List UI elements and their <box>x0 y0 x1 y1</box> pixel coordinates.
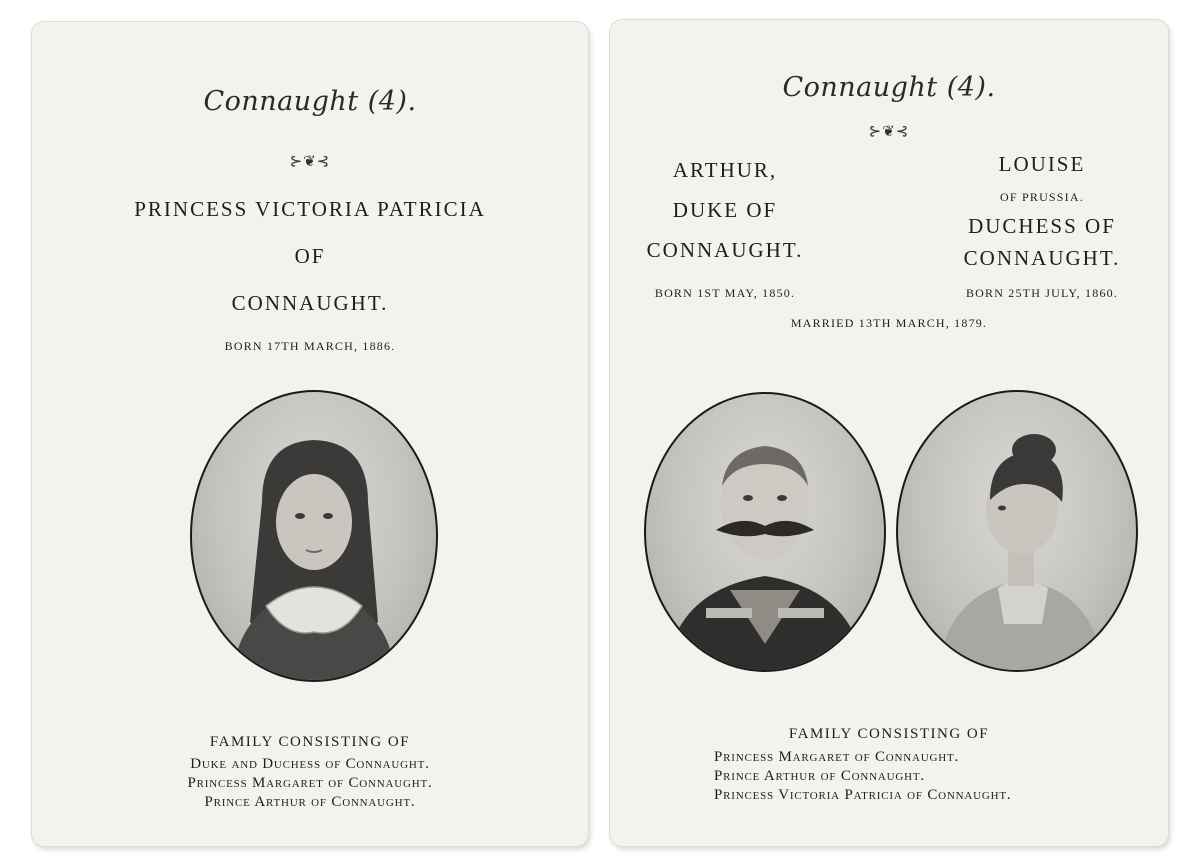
family-member-1: Duke and Duchess of Connaught. <box>190 756 430 772</box>
portrait-figure-icon <box>898 392 1136 670</box>
portrait-princess-victoria-patricia <box>190 390 438 682</box>
duke-born-date: BORN 1ST MAY, 1850. <box>654 286 796 300</box>
card-princess-victoria-patricia <box>32 22 588 846</box>
ornament-divider: ⊱❦⊰ <box>868 122 910 140</box>
born-date: BORN 17TH MARCH, 1886. <box>224 339 396 353</box>
duchess-name-line-2: OF PRUSSIA. <box>1000 190 1084 204</box>
portrait-figure-icon <box>646 394 884 670</box>
name-line-3: CONNAUGHT. <box>231 291 389 315</box>
duke-name-line-1: ARTHUR, <box>672 158 778 182</box>
duke-name-line-3: CONNAUGHT. <box>646 238 804 262</box>
name-line-2: OF <box>294 244 326 268</box>
duchess-name-line-4: CONNAUGHT. <box>963 246 1121 270</box>
family-heading: FAMILY CONSISTING OF <box>209 734 411 750</box>
family-member-3: Princess Victoria Patricia of Connaught. <box>714 787 1012 803</box>
portrait-duchess-of-connaught <box>896 390 1138 672</box>
family-member-1: Princess Margaret of Connaught. <box>714 749 960 765</box>
card-duke-and-duchess <box>610 20 1168 846</box>
duchess-name-line-1: LOUISE <box>998 152 1086 176</box>
duchess-name-line-3: DUCHESS OF <box>968 214 1116 238</box>
family-heading: FAMILY CONSISTING OF <box>788 726 990 742</box>
family-member-2: Princess Margaret of Connaught. <box>187 775 433 791</box>
portrait-duke-of-connaught <box>644 392 886 672</box>
ornament-divider: ⊱❦⊰ <box>289 152 331 170</box>
series-title: Connaught (4). <box>203 86 417 117</box>
duchess-born-date: BORN 25TH JULY, 1860. <box>965 286 1119 300</box>
series-title: Connaught (4). <box>782 72 996 103</box>
duke-name-line-2: DUKE OF <box>672 198 778 222</box>
name-line-1: PRINCESS VICTORIA PATRICIA <box>134 197 486 221</box>
portrait-figure-icon <box>192 392 436 680</box>
family-member-3: Prince Arthur of Connaught. <box>204 794 416 810</box>
family-member-2: Prince Arthur of Connaught. <box>714 768 925 784</box>
married-date: MARRIED 13TH MARCH, 1879. <box>790 316 988 330</box>
